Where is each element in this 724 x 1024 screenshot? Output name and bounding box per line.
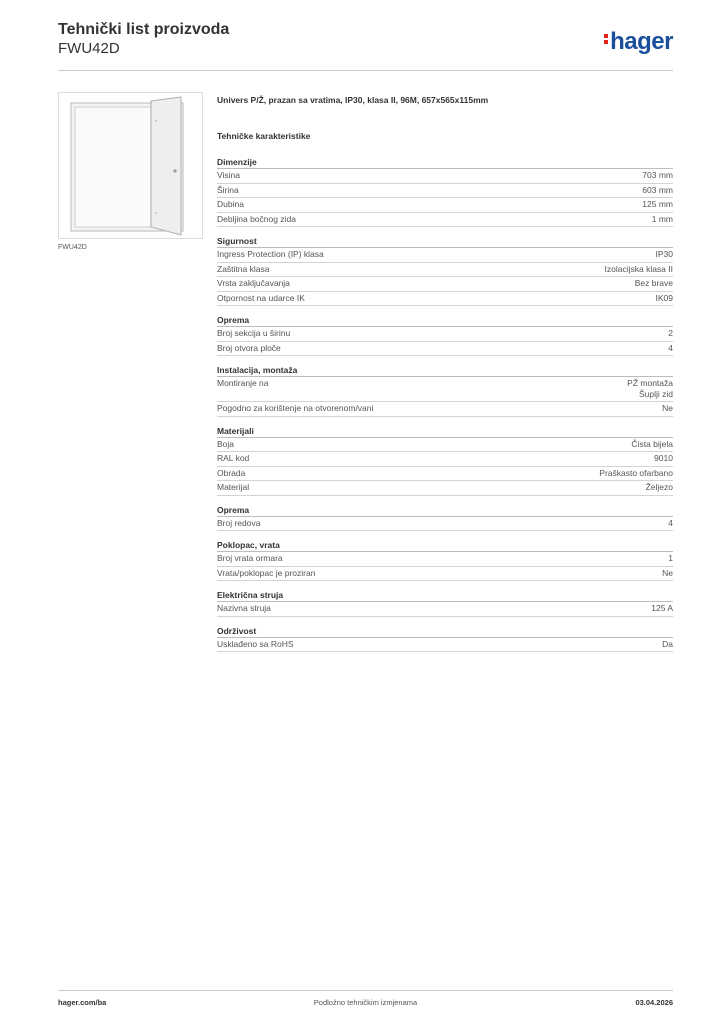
spec-label: Visina: [217, 170, 240, 180]
spec-label: Vrata/poklopac je proziran: [217, 567, 316, 578]
spec-value: 125 A: [651, 603, 673, 613]
spec-row: [217, 184, 673, 199]
hager-logo[interactable]: [604, 28, 673, 56]
group-title: Održivost: [217, 625, 673, 638]
spec-label: Broj vrata ormara: [217, 553, 283, 563]
spec-label: Ingress Protection (IP) klasa: [217, 249, 324, 259]
group-title: Sigurnost: [217, 235, 673, 248]
spec-value-line: Šuplji zid: [638, 389, 673, 399]
spec-row: [217, 342, 673, 357]
spec-row: [217, 452, 673, 467]
spec-value: Željezo: [645, 482, 673, 492]
spec-group-instalacija: [217, 364, 673, 417]
spec-row: [217, 567, 673, 582]
spec-row: [217, 638, 673, 653]
spec-group-poklopac: [217, 539, 673, 581]
spec-value: 4: [668, 517, 673, 528]
spec-row: [217, 198, 673, 213]
spec-value: 1 mm: [651, 213, 673, 224]
spec-group-materijali: [217, 425, 673, 496]
page-header: [58, 20, 673, 68]
spec-row: [217, 467, 673, 482]
spec-group-odrzivost: [217, 625, 673, 653]
spec-label: RAL kod: [217, 453, 250, 463]
spec-row: [217, 169, 673, 184]
spec-group-oprema-2: [217, 504, 673, 532]
spec-value: 125 mm: [642, 199, 673, 209]
spec-row: [217, 402, 673, 417]
spec-value: [627, 378, 673, 400]
spec-value: IK09: [655, 292, 673, 303]
spec-row: [217, 438, 673, 453]
footer-disclaimer: Podložno tehničkim izmjenama: [313, 998, 418, 1007]
logo-dots-icon: [604, 32, 609, 46]
spec-group-dimenzije: [217, 156, 673, 227]
group-title: Dimenzije: [217, 156, 673, 169]
spec-row: [217, 602, 673, 617]
spec-label: Širina: [217, 184, 239, 195]
spec-value: 603 mm: [642, 184, 673, 195]
group-title: Poklopac, vrata: [217, 539, 673, 552]
spec-label: Vrsta zaključavanja: [217, 278, 290, 288]
spec-value: 2: [668, 328, 673, 338]
spec-label: Montiranje na: [217, 378, 269, 388]
product-code: FWU42D: [58, 40, 120, 57]
spec-row: [217, 481, 673, 496]
spec-group-elektricna-struja: [217, 589, 673, 617]
spec-value: Izolacijska klasa II: [604, 263, 673, 274]
group-title: Oprema: [217, 504, 673, 517]
spec-value: 1: [668, 553, 673, 563]
spec-value: Čista bijela: [631, 438, 673, 449]
spec-value: Ne: [662, 403, 673, 413]
group-title: Instalacija, montaža: [217, 364, 673, 377]
spec-label: Nazivna struja: [217, 603, 271, 613]
header-divider: [58, 70, 673, 71]
spec-label: Otpornost na udarce IK: [217, 292, 305, 303]
logo-text: hager: [610, 28, 673, 55]
spec-value: Bez brave: [634, 278, 673, 288]
spec-value: IP30: [655, 249, 673, 259]
spec-value: Da: [662, 638, 673, 649]
spec-label: Broj otvora ploče: [217, 342, 281, 353]
spec-row: [217, 292, 673, 307]
spec-value: Praškasto ofarbano: [599, 467, 673, 478]
spec-value: Ne: [662, 567, 673, 578]
spec-row: [217, 517, 673, 532]
spec-label: Broj redova: [217, 517, 261, 528]
group-title: Materijali: [217, 425, 673, 438]
spec-value-line: PŽ montaža: [627, 378, 673, 388]
spec-row: [217, 213, 673, 228]
spec-label: Pogodno za korištenje na otvorenom/vani: [217, 403, 374, 413]
spec-label: Broj sekcija u širinu: [217, 328, 291, 338]
tech-characteristics-heading: Tehničke karakteristike: [217, 131, 311, 141]
spec-label: Boja: [217, 438, 235, 449]
footer-divider: [58, 990, 673, 991]
product-description: Univers P/Ž, prazan sa vratima, IP30, klasa II, 96M, 657x565x115mm: [217, 95, 489, 105]
product-image-caption: FWU42D: [58, 244, 87, 251]
spec-row: [217, 552, 673, 567]
spec-label: Materijal: [217, 482, 250, 492]
spec-label: Obrada: [217, 467, 246, 478]
spec-row: [217, 377, 673, 402]
spec-group-sigurnost: [217, 235, 673, 306]
spec-row: [217, 277, 673, 292]
enclosure-illustration-icon: [59, 93, 202, 238]
footer-date: 03.04.2026: [635, 998, 673, 1007]
spec-label: Dubina: [217, 199, 244, 209]
spec-value: 703 mm: [642, 170, 673, 180]
spec-row: [217, 263, 673, 278]
spec-label: Zaštitna klasa: [217, 263, 270, 274]
spec-label: Debljina bočnog zida: [217, 213, 296, 224]
footer-website-link[interactable]: hager.com/ba: [58, 998, 107, 1007]
group-title: Električna struja: [217, 589, 673, 602]
group-title: Oprema: [217, 314, 673, 327]
page-title: Tehnički list proizvoda: [58, 21, 230, 38]
spec-value: 4: [668, 342, 673, 353]
spec-row: [217, 248, 673, 263]
spec-group-oprema: [217, 314, 673, 356]
product-image: [58, 92, 203, 239]
spec-value: 9010: [654, 453, 673, 463]
spec-label: Usklađeno sa RoHS: [217, 638, 294, 649]
spec-row: [217, 327, 673, 342]
spec-content: [217, 95, 673, 660]
